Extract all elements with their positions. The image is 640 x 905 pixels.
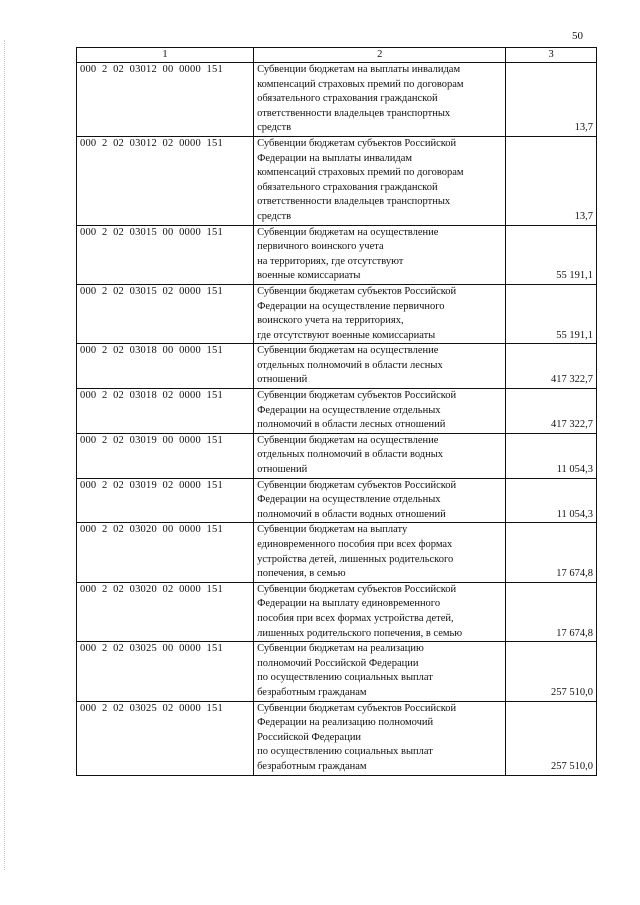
- description-cell: [254, 582, 506, 641]
- description-line: безработным гражданам: [257, 760, 367, 772]
- description-line: Субвенции бюджетам на осуществление: [257, 434, 439, 446]
- description-line: Субвенции бюджетам на выплату: [257, 524, 408, 536]
- description-cell: [254, 63, 506, 137]
- budget-code-cell: 000 2 02 03012 02 0000 151: [77, 136, 254, 225]
- budget-table: [76, 47, 597, 776]
- description-cell: [254, 344, 506, 389]
- description-line: компенсаций страховых премий по договорам: [257, 167, 464, 179]
- description-line: Субвенции бюджетам на реализацию: [257, 643, 424, 655]
- budget-code-cell: 000 2 02 03015 02 0000 151: [77, 284, 254, 343]
- table-row: [77, 284, 597, 343]
- amount-cell: 17 674,8: [506, 523, 597, 582]
- description-line: воинского учета на территориях,: [257, 315, 404, 327]
- description-line: Субвенции бюджетам субъектов Российской: [257, 390, 457, 402]
- amount-cell: 417 322,7: [506, 344, 597, 389]
- description-line: Федерации на осуществление отдельных: [257, 494, 441, 506]
- table-row: [77, 523, 597, 582]
- description-line: где отсутствуют военные комиссариаты: [257, 329, 436, 341]
- description-line: Субвенции бюджетам субъектов Российской: [257, 583, 457, 595]
- column-header-description: 2: [254, 48, 506, 63]
- budget-code-cell: 000 2 02 03018 02 0000 151: [77, 389, 254, 434]
- description-line: первичного воинского учета: [257, 241, 384, 253]
- description-line: Федерации на выплату единовременного: [257, 598, 441, 610]
- description-line: отдельных полномочий в области водных: [257, 449, 444, 461]
- description-line: Субвенции бюджетам субъектов Российской: [257, 479, 457, 491]
- description-line: отдельных полномочий в области лесных: [257, 359, 443, 371]
- description-line: Федерации на выплаты инвалидам: [257, 152, 413, 164]
- budget-code-cell: 000 2 02 03025 02 0000 151: [77, 701, 254, 775]
- amount-cell: 13,7: [506, 136, 597, 225]
- description-line: Федерации на осуществление отдельных: [257, 404, 441, 416]
- description-line: единовременного пособия при всех формах: [257, 539, 453, 550]
- budget-code-cell: 000 2 02 03019 00 0000 151: [77, 433, 254, 478]
- description-line: средств: [257, 210, 292, 222]
- description-line: Федерации на реализацию полномочий: [257, 717, 434, 729]
- column-header-code: 1: [77, 48, 254, 63]
- description-line: компенсаций страховых премий по договорам: [257, 78, 464, 90]
- description-line: Субвенции бюджетам на выплаты инвалидам: [257, 64, 461, 75]
- description-cell: [254, 523, 506, 582]
- description-line: военные комиссариаты: [257, 270, 361, 282]
- table-row: [77, 344, 597, 389]
- description-line: Российской Федерации: [257, 731, 362, 743]
- description-cell: [254, 478, 506, 523]
- description-line: Субвенции бюджетам субъектов Российской: [257, 137, 457, 149]
- description-line: полномочий в области лесных отношений: [257, 419, 446, 431]
- amount-cell: 417 322,7: [506, 389, 597, 434]
- description-line: обязательного страхования гражданской: [257, 93, 438, 105]
- description-line: устройства детей, лишенных родительского: [257, 553, 454, 565]
- column-header-amount: 3: [506, 48, 597, 63]
- description-line: Федерации на осуществление первичного: [257, 300, 445, 312]
- description-line: пособия при всех формах устройства детей,: [257, 612, 454, 624]
- budget-code-cell: 000 2 02 03015 00 0000 151: [77, 225, 254, 284]
- table-row: [77, 701, 597, 775]
- description-cell: [254, 225, 506, 284]
- description-line: Субвенции бюджетам субъектов Российской: [257, 285, 457, 297]
- description-line: попечения, в семью: [257, 568, 346, 580]
- description-cell: [254, 389, 506, 434]
- amount-cell: 17 674,8: [506, 582, 597, 641]
- description-line: по осуществлению социальных выплат: [257, 672, 433, 684]
- amount-cell: 257 510,0: [506, 701, 597, 775]
- table-header-row: [77, 48, 597, 63]
- table-row: [77, 433, 597, 478]
- table-row: [77, 136, 597, 225]
- description-line: отношений: [257, 464, 308, 476]
- description-line: полномочий в области водных отношений: [257, 508, 446, 520]
- description-line: Субвенции бюджетам субъектов Российской: [257, 702, 457, 714]
- table-row: [77, 478, 597, 523]
- description-line: полномочий Российской Федерации: [257, 657, 419, 669]
- budget-code-cell: 000 2 02 03020 00 0000 151: [77, 523, 254, 582]
- scan-edge-line: [4, 40, 5, 870]
- table-body: [77, 63, 597, 776]
- budget-code-cell: 000 2 02 03020 02 0000 151: [77, 582, 254, 641]
- description-line: обязательного страхования гражданской: [257, 181, 438, 193]
- description-cell: [254, 642, 506, 701]
- amount-cell: 257 510,0: [506, 642, 597, 701]
- table-row: [77, 642, 597, 701]
- amount-cell: 13,7: [506, 63, 597, 137]
- description-line: средств: [257, 122, 292, 134]
- description-line: по осуществлению социальных выплат: [257, 746, 433, 758]
- table-row: [77, 389, 597, 434]
- description-cell: [254, 701, 506, 775]
- amount-cell: 11 054,3: [506, 478, 597, 523]
- description-line: лишенных родительского попечения, в семью: [257, 627, 463, 639]
- description-line: на территориях, где отсутствуют: [257, 255, 404, 267]
- amount-cell: 11 054,3: [506, 433, 597, 478]
- description-line: отношений: [257, 374, 308, 386]
- budget-code-cell: 000 2 02 03025 00 0000 151: [77, 642, 254, 701]
- description-line: ответственности владельцев транспортных: [257, 196, 451, 208]
- description-line: Субвенции бюджетам на осуществление: [257, 226, 439, 238]
- budget-code-cell: 000 2 02 03019 02 0000 151: [77, 478, 254, 523]
- description-line: ответственности владельцев транспортных: [257, 107, 451, 119]
- description-cell: [254, 433, 506, 478]
- budget-code-cell: 000 2 02 03018 00 0000 151: [77, 344, 254, 389]
- budget-code-cell: 000 2 02 03012 00 0000 151: [77, 63, 254, 137]
- amount-cell: 55 191,1: [506, 284, 597, 343]
- description-line: безработным гражданам: [257, 686, 367, 698]
- page-number: 50: [572, 30, 583, 42]
- table-row: [77, 225, 597, 284]
- table-row: [77, 582, 597, 641]
- amount-cell: 55 191,1: [506, 225, 597, 284]
- description-line: Субвенции бюджетам на осуществление: [257, 345, 439, 357]
- description-cell: [254, 136, 506, 225]
- description-cell: [254, 284, 506, 343]
- table-row: [77, 63, 597, 137]
